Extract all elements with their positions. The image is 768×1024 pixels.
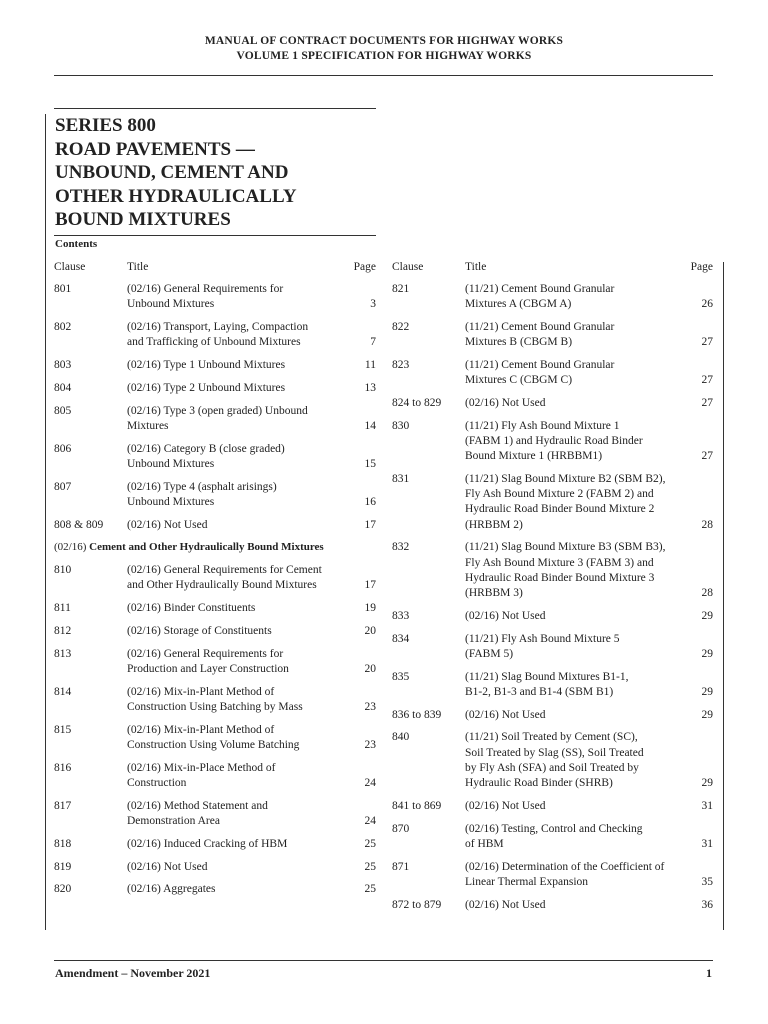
clause-title-line: (02/16) Not Used xyxy=(127,860,208,873)
clause-title xyxy=(465,670,683,700)
clause-title-line: (02/16) Determination of the Coefficient of xyxy=(465,860,665,873)
clause-title-line: Unbound Mixtures xyxy=(127,298,215,311)
contents-row xyxy=(392,609,713,624)
clause-number: 841 to 869 xyxy=(392,799,442,812)
clause-title-line: (02/16) Storage of Constituents xyxy=(127,624,272,637)
clause-title xyxy=(465,320,683,350)
clause-title-line: (11/21) Slag Bound Mixture B3 (SBM B3), xyxy=(465,541,666,554)
clause-number: 818 xyxy=(54,837,72,850)
series-title xyxy=(55,114,375,232)
page-ref: 14 xyxy=(364,419,376,432)
clause-number: 804 xyxy=(54,381,72,394)
page-ref: 13 xyxy=(364,381,376,394)
clause-number: 836 to 839 xyxy=(392,708,442,721)
series-title-line: SERIES 800 xyxy=(55,115,156,136)
clause-title-line: (02/16) Induced Cracking of HBM xyxy=(127,837,288,850)
clause-title-line: (11/21) Slag Bound Mixture B2 (SBM B2), xyxy=(465,473,666,485)
clause-title-line: (02/16) Category B (close graded) xyxy=(127,442,285,455)
clause-number: 820 xyxy=(54,883,72,896)
contents-row xyxy=(54,860,376,875)
section-subheading xyxy=(54,540,376,555)
clause-title-line: Hydraulic Road Binder Bound Mixture 2 xyxy=(465,503,655,516)
clause-title xyxy=(465,609,683,624)
clause-title-line: (HRBBM 2) xyxy=(465,518,523,531)
clause-number: 811 xyxy=(54,602,71,615)
page-ref: 29 xyxy=(701,708,713,721)
page-ref: 23 xyxy=(364,700,376,713)
column-header xyxy=(54,260,376,282)
page-ref: 29 xyxy=(701,685,713,698)
clause-number: 801 xyxy=(54,283,72,295)
title-rule xyxy=(54,108,376,109)
clause-number: 803 xyxy=(54,359,72,371)
clause-title xyxy=(465,396,683,411)
clause-number: 807 xyxy=(54,480,72,493)
page-ref: 27 xyxy=(701,374,713,387)
page-ref: 20 xyxy=(364,662,376,675)
clause-title-line: (02/16) Not Used xyxy=(465,898,546,911)
page-ref: 20 xyxy=(364,624,376,637)
clause-title-line: of HBM xyxy=(465,837,504,850)
clause-title-line: and Trafficking of Unbound Mixtures xyxy=(127,336,301,349)
clause-title xyxy=(127,860,346,875)
page-ref: 24 xyxy=(364,814,376,827)
clause-title-line: Hydraulic Road Binder (SHRB) xyxy=(465,777,613,790)
clause-number: 830 xyxy=(392,419,410,432)
clause-title-line: Mixtures C (CBGM C) xyxy=(465,374,573,387)
page-ref: 29 xyxy=(701,609,713,622)
clause-title xyxy=(127,518,346,533)
contents-row xyxy=(392,632,713,662)
page-ref: 27 xyxy=(701,450,713,463)
clause-title xyxy=(127,320,346,350)
page-ref: 31 xyxy=(701,837,713,850)
page-number: 1 xyxy=(706,966,712,980)
clause-title-line: (HRBBM 3) xyxy=(465,587,523,600)
contents-row xyxy=(392,670,713,700)
clause-title-line: Production and Layer Construction xyxy=(127,662,289,675)
page-ref: 25 xyxy=(364,837,376,850)
clause-title-line: Soil Treated by Slag (SS), Soil Treated xyxy=(465,746,644,759)
clause-title-line: Mixtures xyxy=(127,419,169,432)
clause-title-line: (02/16) Type 3 (open graded) Unbound xyxy=(127,404,308,417)
page-ref: 15 xyxy=(364,457,376,470)
clause-title xyxy=(127,282,346,312)
clause-number: 817 xyxy=(54,799,72,812)
page-ref: 7 xyxy=(370,336,376,349)
contents-row xyxy=(54,442,376,472)
clause-title xyxy=(465,860,683,890)
contents-row xyxy=(54,723,376,753)
clause-title xyxy=(127,624,346,639)
contents-row xyxy=(392,419,713,465)
clause-number: 870 xyxy=(392,822,410,835)
clause-number: 806 xyxy=(54,442,72,455)
clause-title xyxy=(127,837,346,852)
subheading-date: (02/16) xyxy=(54,541,87,554)
clause-title xyxy=(465,358,683,388)
clause-title-line: Unbound Mixtures xyxy=(127,457,215,470)
contents-row xyxy=(392,860,713,890)
clause-title-line: (02/16) Not Used xyxy=(127,518,208,531)
page-ref: 29 xyxy=(701,647,713,660)
page-ref: 31 xyxy=(701,799,713,812)
series-title-line: UNBOUND, CEMENT AND xyxy=(55,162,289,183)
contents-row xyxy=(54,358,376,373)
contents-row xyxy=(54,518,376,533)
amendment-margin-bar-right xyxy=(723,262,724,930)
clause-number: 834 xyxy=(392,632,410,645)
clause-title-line: Construction xyxy=(127,776,187,789)
contents-row xyxy=(54,685,376,715)
contents-row xyxy=(54,799,376,829)
page-ref: 28 xyxy=(701,587,713,600)
contents-row xyxy=(54,624,376,639)
clause-title xyxy=(127,799,346,829)
clause-title-line: Fly Ash Bound Mixture 2 (FABM 2) and xyxy=(465,488,654,501)
page-ref: 19 xyxy=(364,602,376,615)
page-ref: 28 xyxy=(701,518,713,531)
clause-title-line: (02/16) Not Used xyxy=(465,708,546,721)
contents-row xyxy=(54,882,376,897)
header-manual-title: MANUAL OF CONTRACT DOCUMENTS FOR HIGHWAY WORKS xyxy=(204,35,564,47)
clause-header: Clause xyxy=(54,261,86,273)
clause-title xyxy=(127,723,346,753)
contents-row xyxy=(54,404,376,434)
clause-title-line: (11/21) Cement Bound Granular xyxy=(465,283,615,295)
clause-title-line: Construction Using Volume Batching xyxy=(127,738,300,751)
contents-rule xyxy=(54,235,376,236)
clause-number: 821 xyxy=(392,283,410,295)
clause-title xyxy=(127,601,346,616)
clause-title-line: (02/16) Mix-in-Plant Method of xyxy=(127,685,275,698)
clause-title-line: B1-2, B1-3 and B1-4 (SBM B1) xyxy=(465,685,614,698)
clause-title-line: (02/16) Testing, Control and Checking xyxy=(465,822,643,835)
contents-column-right xyxy=(392,260,713,920)
clause-number: 805 xyxy=(54,404,72,417)
clause-number: 822 xyxy=(392,321,410,333)
clause-title-line: (02/16) General Requirements for Cement xyxy=(127,564,322,577)
clause-number: 802 xyxy=(54,321,72,333)
clause-title-line: Construction Using Batching by Mass xyxy=(127,700,303,713)
contents-row xyxy=(54,647,376,677)
contents-row xyxy=(392,320,713,350)
clause-title xyxy=(127,404,346,434)
page-ref: 25 xyxy=(364,883,376,896)
amendment-margin-bar-left xyxy=(45,114,46,930)
contents-row xyxy=(392,358,713,388)
clause-title-line: (02/16) Method Statement and xyxy=(127,799,268,812)
page-ref: 29 xyxy=(701,777,713,790)
contents-row xyxy=(392,282,713,312)
contents-row xyxy=(54,601,376,616)
clause-number: 815 xyxy=(54,723,72,736)
column-header xyxy=(392,260,713,282)
page-ref: 3 xyxy=(370,298,376,311)
clause-title-line: by Fly Ash (SFA) and Soil Treated by xyxy=(465,761,639,774)
clause-title-line: Mixtures B (CBGM B) xyxy=(465,336,573,349)
page-header: Page xyxy=(353,261,376,273)
clause-title-line: (02/16) Mix-in-Place Method of xyxy=(127,761,276,774)
clause-title xyxy=(465,419,683,465)
clause-title-line: (02/16) Aggregates xyxy=(127,883,216,896)
page-ref: 27 xyxy=(701,336,713,349)
footer-rule xyxy=(54,960,713,961)
clause-title-line: Unbound Mixtures xyxy=(127,495,215,508)
series-title-line: OTHER HYDRAULICALLY xyxy=(55,185,297,207)
contents-row xyxy=(392,898,713,913)
contents-list-right xyxy=(392,282,713,913)
page-ref: 17 xyxy=(364,518,376,531)
page-ref: 11 xyxy=(364,359,376,371)
header-volume-title: VOLUME 1 SPECIFICATION FOR HIGHWAY WORKS xyxy=(236,50,532,62)
page-ref: 25 xyxy=(364,860,376,873)
clause-title-line: (11/21) Slag Bound Mixtures B1-1, xyxy=(465,670,629,683)
clause-number: 840 xyxy=(392,731,410,744)
contents-row xyxy=(54,761,376,791)
page-ref: 24 xyxy=(364,776,376,789)
clause-number: 810 xyxy=(54,564,72,577)
clause-number: 816 xyxy=(54,761,72,774)
clause-number: 824 to 829 xyxy=(392,397,442,409)
clause-number: 872 to 879 xyxy=(392,898,442,911)
clause-title xyxy=(127,563,346,593)
contents-list-general xyxy=(54,282,376,533)
clause-title xyxy=(127,442,346,472)
contents-label: Contents xyxy=(55,238,98,250)
clause-number: 814 xyxy=(54,685,72,698)
clause-title-line: Bound Mixture 1 (HRBBM1) xyxy=(465,450,603,463)
series-title-line: ROAD PAVEMENTS — xyxy=(55,138,255,160)
contents-row xyxy=(392,708,713,723)
clause-title-line: Mixtures A (CBGM A) xyxy=(465,298,572,311)
contents-row xyxy=(392,472,713,533)
clause-title-line: (02/16) Not Used xyxy=(465,799,546,812)
clause-header: Clause xyxy=(392,261,424,273)
contents-row xyxy=(392,799,713,814)
page-header: Page xyxy=(690,261,713,273)
clause-title-line: (02/16) Type 4 (asphalt arisings) xyxy=(127,480,277,493)
clause-number: 812 xyxy=(54,624,72,637)
contents-row xyxy=(54,282,376,312)
contents-row xyxy=(54,837,376,852)
clause-title-line: (FABM 5) xyxy=(465,647,514,660)
page-ref: 27 xyxy=(701,397,713,409)
clause-title xyxy=(465,632,683,662)
contents-row xyxy=(392,540,713,601)
page-ref: 16 xyxy=(364,495,376,508)
clause-title-line: (FABM 1) and Hydraulic Road Binder xyxy=(465,435,643,447)
clause-title-line: (11/21) Fly Ash Bound Mixture 5 xyxy=(465,632,620,645)
clause-number: 819 xyxy=(54,860,72,873)
clause-title-line: (02/16) General Requirements for xyxy=(127,283,284,295)
page-ref: 36 xyxy=(701,898,713,911)
clause-title-line: Fly Ash Bound Mixture 3 (FABM 3) and xyxy=(465,556,654,569)
clause-title-line: (11/21) Soil Treated by Cement (SC), xyxy=(465,731,638,744)
contents-row xyxy=(392,822,713,852)
clause-title xyxy=(465,472,683,533)
clause-title-line: (02/16) Type 2 Unbound Mixtures xyxy=(127,381,286,394)
clause-title xyxy=(465,898,683,913)
clause-title xyxy=(127,647,346,677)
clause-title-line: (02/16) General Requirements for xyxy=(127,647,284,660)
contents-row xyxy=(392,730,713,791)
clause-title-line: (02/16) Mix-in-Plant Method of xyxy=(127,723,275,736)
document-header xyxy=(0,34,768,64)
clause-title xyxy=(127,882,346,897)
clause-title-line: (02/16) Binder Constituents xyxy=(127,602,256,615)
clause-title xyxy=(127,358,346,373)
page-ref: 35 xyxy=(701,875,713,888)
clause-title-line: (11/21) Cement Bound Granular xyxy=(465,359,615,371)
clause-number: 813 xyxy=(54,647,72,660)
clause-title-line: (02/16) Transport, Laying, Compaction xyxy=(127,321,309,333)
clause-title xyxy=(465,540,683,601)
clause-title-line: (02/16) Type 1 Unbound Mixtures xyxy=(127,359,286,371)
clause-title xyxy=(465,822,683,852)
clause-title-line: (11/21) Fly Ash Bound Mixture 1 xyxy=(465,419,620,432)
contents-row xyxy=(392,396,713,411)
clause-title xyxy=(127,381,346,396)
page-ref: 26 xyxy=(701,298,713,311)
clause-title xyxy=(465,282,683,312)
title-header: Title xyxy=(127,261,149,273)
clause-number: 832 xyxy=(392,541,410,554)
clause-number: 831 xyxy=(392,473,410,485)
clause-title-line: Demonstration Area xyxy=(127,814,220,827)
page-ref: 23 xyxy=(364,738,376,751)
clause-title-line: (02/16) Not Used xyxy=(465,609,546,622)
clause-title xyxy=(127,480,346,510)
clause-title-line: (02/16) Not Used xyxy=(465,397,546,409)
page-ref: 17 xyxy=(364,579,376,592)
amendment-note: Amendment – November 2021 xyxy=(55,966,211,980)
subheading-text: Cement and Other Hydraulically Bound Mixtures xyxy=(89,541,324,554)
clause-title xyxy=(465,799,683,814)
clause-title-line: and Other Hydraulically Bound Mixtures xyxy=(127,579,317,592)
contents-row xyxy=(54,381,376,396)
title-header: Title xyxy=(465,261,487,273)
header-rule xyxy=(54,75,713,76)
series-title-line: BOUND MIXTURES xyxy=(55,209,231,230)
clause-number: 823 xyxy=(392,359,410,371)
clause-number: 835 xyxy=(392,670,410,683)
clause-title xyxy=(465,730,683,791)
clause-title-line: (11/21) Cement Bound Granular xyxy=(465,321,615,333)
clause-title-line: Hydraulic Road Binder Bound Mixture 3 xyxy=(465,571,655,584)
clause-number: 808 & 809 xyxy=(54,518,104,531)
contents-row xyxy=(54,480,376,510)
contents-column-left xyxy=(54,260,376,905)
contents-row xyxy=(54,563,376,593)
clause-title-line: Linear Thermal Expansion xyxy=(465,875,589,888)
contents-row xyxy=(54,320,376,350)
clause-title xyxy=(465,708,683,723)
clause-title xyxy=(127,761,346,791)
contents-list-hydraulic xyxy=(54,563,376,897)
clause-number: 871 xyxy=(392,860,410,873)
clause-title xyxy=(127,685,346,715)
clause-number: 833 xyxy=(392,609,410,622)
